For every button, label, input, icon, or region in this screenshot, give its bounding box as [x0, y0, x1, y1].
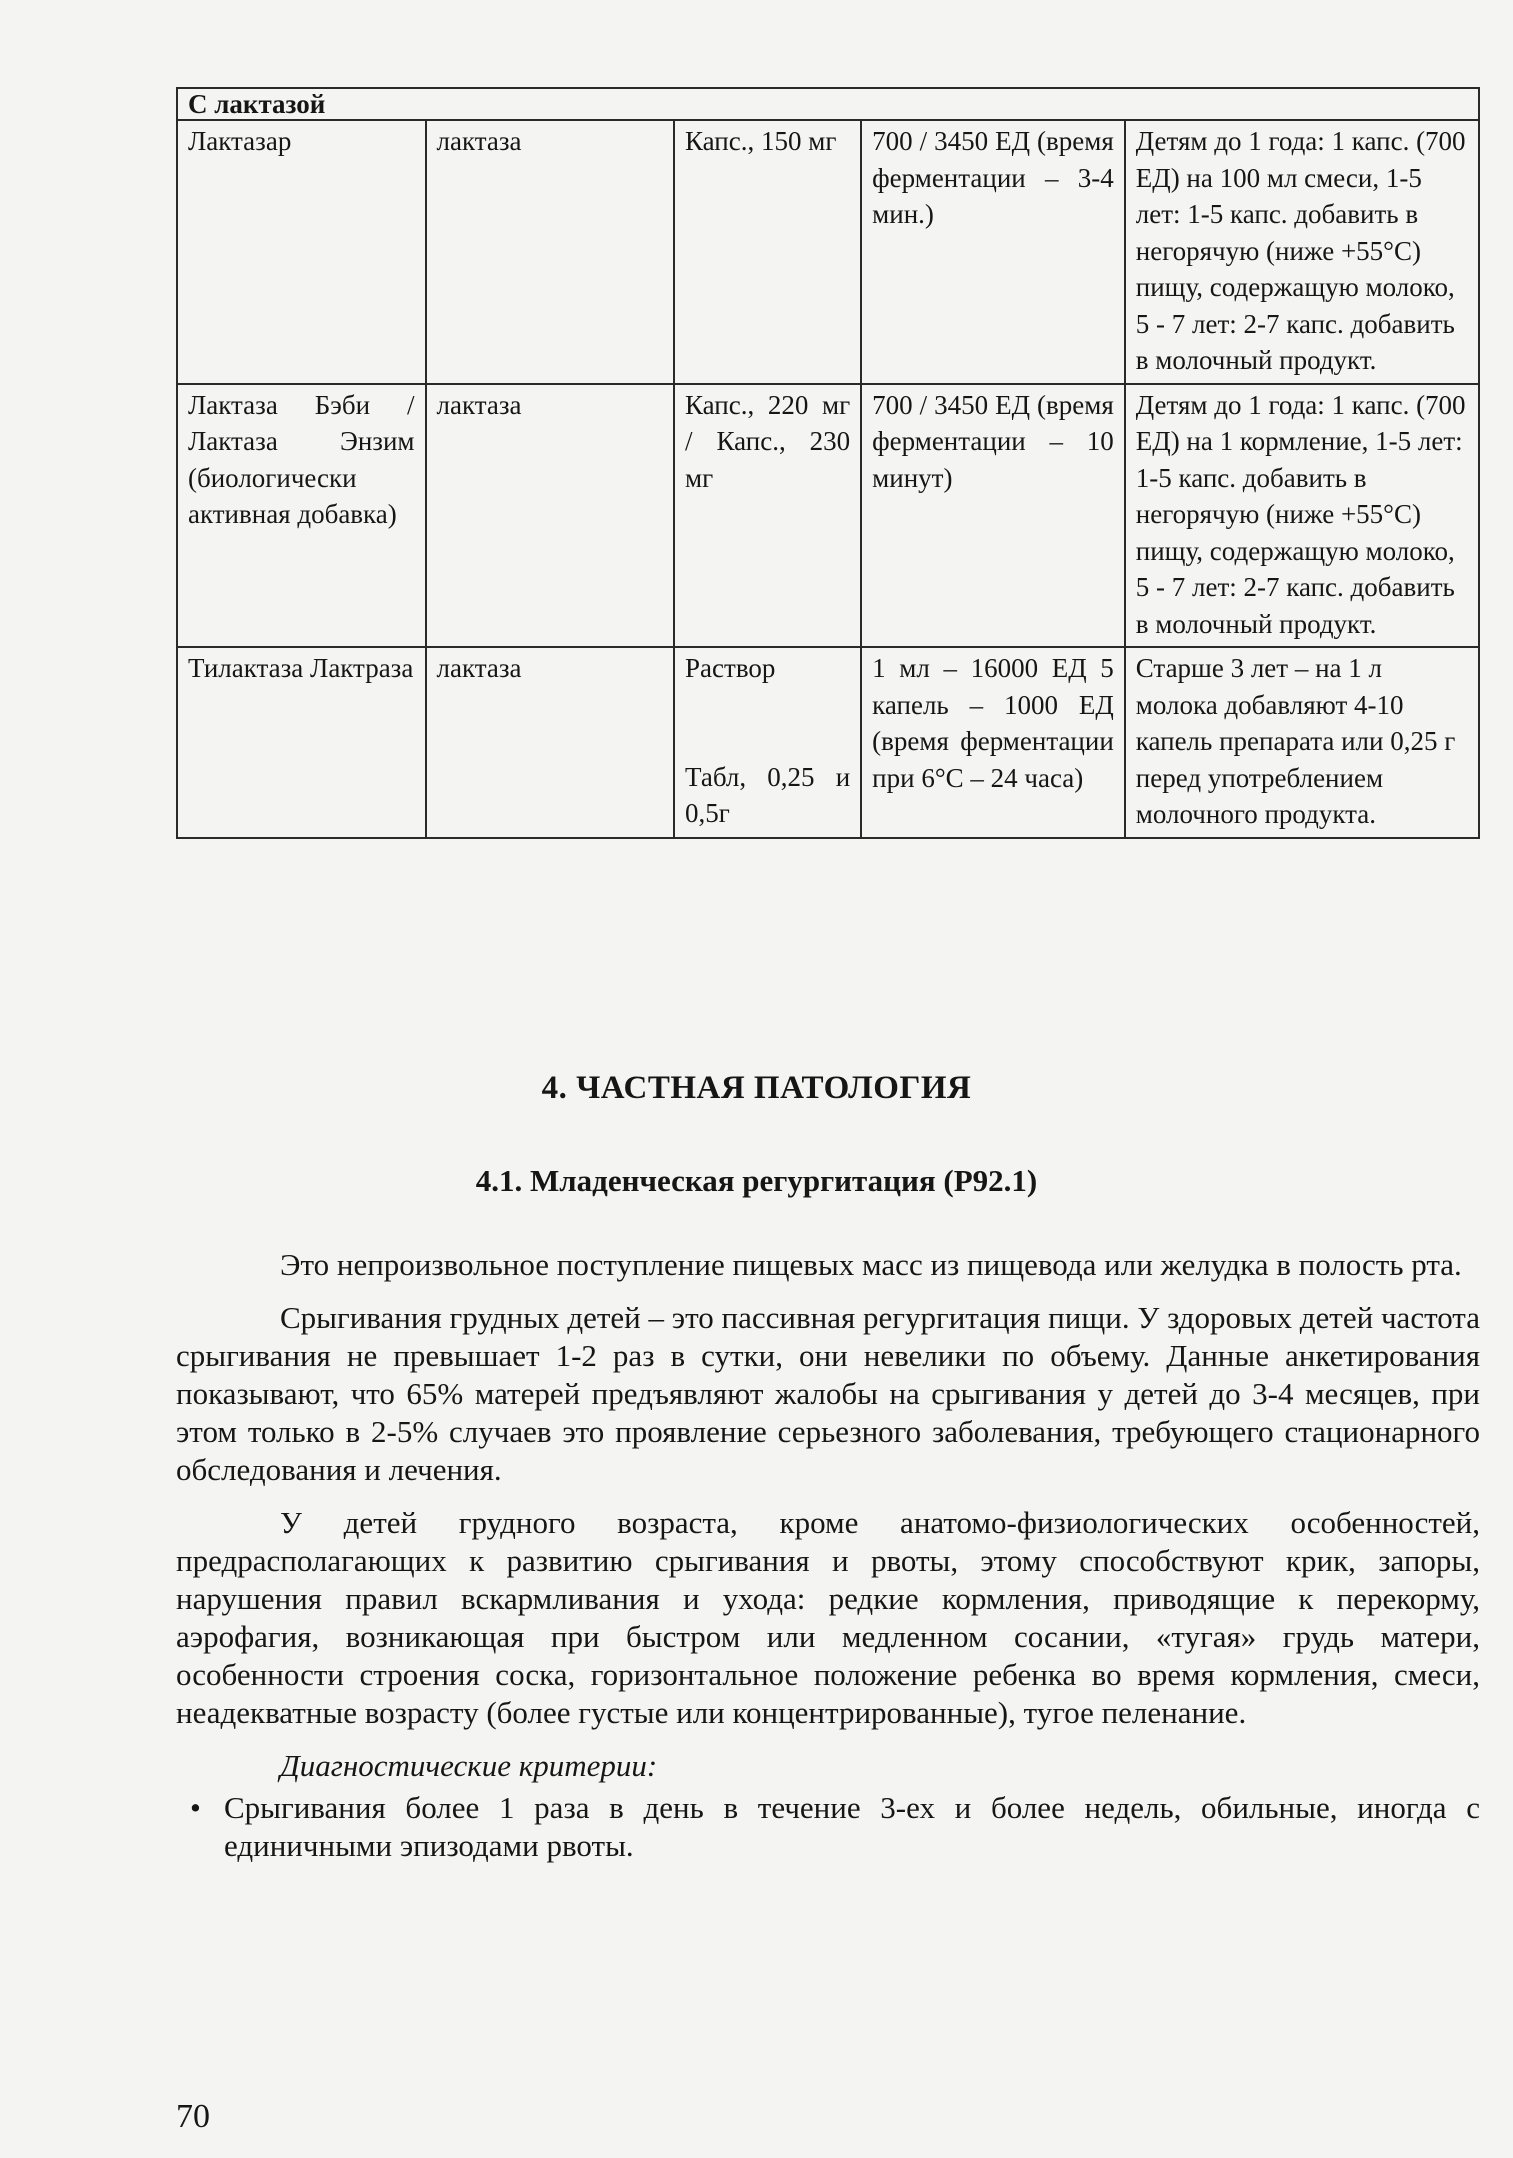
paragraph: У детей грудного возраста, кроме анатомо-физиологических особенностей, предрасполагающих к развитию срыгивания и рвоты, этому способствуют крик, запоры, нарушения правил вскармливания и ухода: редкие кормления, приводящие к перекорму, аэрофагия, возникающая при быстром или медленном сосании, «тугая» грудь матери, особенности строения соска, горизонтальное положение ребенка во время кормления, смеси, неадекватные возрасту (более густые или концентрированные), тугое пеленание.: [176, 1505, 1480, 1730]
form-cell: Капс., 150 мг: [674, 120, 861, 384]
paragraph: Это непроизвольное поступление пищевых масс из пищевода или желудка в полость рта.: [280, 1247, 1462, 1282]
section-title: 4.1. Младенческая регургитация (Р92.1): [475, 1163, 1038, 1198]
form-cell: Капс., 220 мг / Капс., 230 мг: [674, 384, 861, 648]
page-number: 70: [176, 2098, 210, 2135]
paragraph: Срыгивания грудных детей – это пассивная регургитация пищи. У здоровых детей частота срыгивания не превышает 1-2 раз в сутки, они невелики по объему. Данные анкетирования показывают, что 65% матерей предъявляют жалобы на срыгивания у детей до 3-4 месяцев, при этом только в 2-5% случаев это проявление серьезного заболевания, требующего стационарного обследования и лечения.: [176, 1300, 1480, 1487]
form-solution: Раствор: [685, 653, 776, 683]
dosage-cell: Детям до 1 года: 1 капс. (700 ЕД) на 100 мл смеси, 1-5 лет: 1-5 капс. добавить в негорячую (ниже +55°С) пищу, содержащую молоко, 5 - 7 лет: 2-7 капс. добавить в молочный продукт.: [1125, 120, 1479, 384]
body-text: [176, 1246, 1480, 1865]
activity-cell: 700 / 3450 ЕД (время ферментации – 3-4 мин.): [861, 120, 1125, 384]
drug-name-cell: Лактазар: [177, 120, 426, 384]
dosage-cell: Старше 3 лет – на 1 л молока добавляют 4-10 капель препарата или 0,25 г перед употреблением молочного продукта.: [1125, 647, 1479, 838]
composition-cell: лактаза: [426, 384, 675, 648]
drug-name-cell: Тилактаза Лактраза: [177, 647, 426, 838]
activity-cell: 700 / 3450 ЕД (время ферментации – 10 минут): [861, 384, 1125, 648]
form-tablets: Табл, 0,25 и 0,5г: [685, 761, 851, 828]
table-section-label: С лактазой: [177, 88, 1479, 120]
list-item: [176, 1789, 1480, 1865]
bullet-icon: •: [190, 1790, 201, 1825]
dosage-cell: Детям до 1 года: 1 капс. (700 ЕД) на 1 кормление, 1-5 лет: 1-5 капс. добавить в негорячую (ниже +55°С) пищу, содержащую молоко, 5 - 7 лет: 2-7 капс. добавить в молочный продукт.: [1125, 384, 1479, 648]
activity-cell: 1 мл – 16000 ЕД 5 капель – 1000 ЕД (время ферментации при 6°С – 24 часа): [861, 647, 1125, 838]
form-cell: [674, 647, 861, 838]
composition-cell: лактаза: [426, 647, 675, 838]
table-row: [177, 647, 1479, 838]
composition-cell: лактаза: [426, 120, 675, 384]
lactase-drugs-table: [176, 87, 1480, 839]
table-row: [177, 384, 1479, 648]
table-section-row: [177, 88, 1479, 120]
table-row: [177, 120, 1479, 384]
list-item-text: Срыгивания более 1 раза в день в течение 3-ех и более недель, обильные, иногда с единичными эпизодами рвоты.: [224, 1790, 1480, 1863]
chapter-title: 4. ЧАСТНАЯ ПАТОЛОГИЯ: [541, 1070, 972, 1106]
criteria-heading: Диагностические критерии:: [280, 1748, 658, 1783]
drug-name-cell: Лактаза Бэби / Лактаза Энзим (биологически активная добавка): [177, 384, 426, 648]
